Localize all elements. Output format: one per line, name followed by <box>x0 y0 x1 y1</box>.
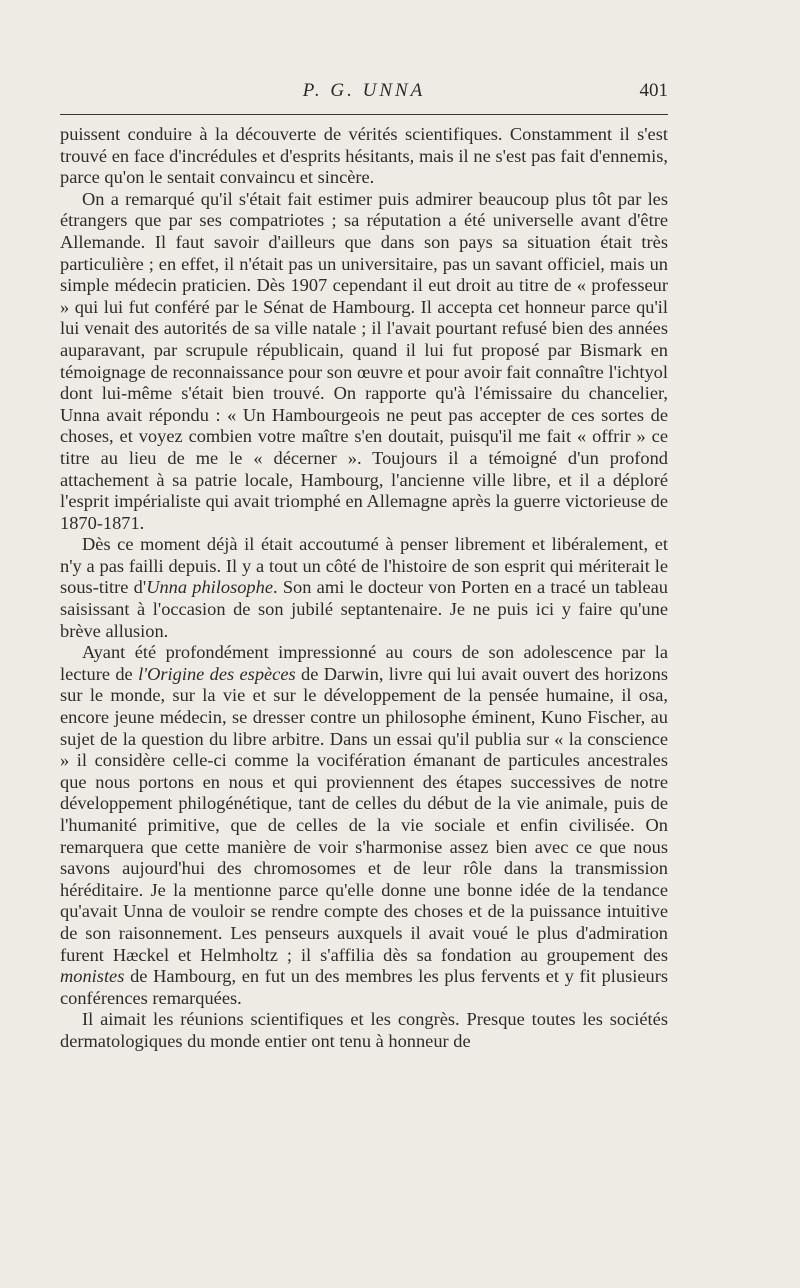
body-text <box>60 124 668 1053</box>
paragraph <box>60 189 668 535</box>
paragraph-text: Ayant été profondément impressionné au cours de son adolescence par la lecture de <box>60 642 668 684</box>
paragraph-text: Dès ce moment déjà il était accoutumé à penser librement et libéralement, et n'y a pas failli depuis. Il y a tout un côté de l'histoire de son esprit qui mériterait le sous-titre d' <box>60 534 668 598</box>
paragraph-text: de Hambourg, en fut un des membres les plus fervents et y fit plusieurs conférences remarquées. <box>60 966 668 1008</box>
page-header <box>60 80 668 106</box>
paragraph <box>60 124 668 189</box>
header-rule <box>60 114 668 115</box>
paragraph-text: Il aimait les réunions scientifiques et les congrès. Presque toutes les sociétés dermatologiques du monde entier ont tenu à honneur de <box>60 1009 668 1051</box>
paragraph-text: de Darwin, livre qui lui avait ouvert des horizons sur le monde, sur la vie et sur le développement de la pensée humaine, il osa, encore jeune médecin, se dresser contre un philosophe éminent, Kuno Fischer, au sujet de la question du libre arbitre. Dans un essai qu'il publia sur « la conscience » il considère celle-ci comme la vocifération émanant de particules ancestrales que nous portons en nous et qui proviennent des étapes successives de notre développement philogénétique, tant de celles du début de la vie animale, puis de l'humanité primitive, que de celles de la vie sociale et enfin civilisée. On remarquera que cette manière de voir s'harmonise assez bien avec ce que nous savons aujourd'hui des chromosomes et de leur rôle dans la transmission héréditaire. Je la mentionne parce qu'elle donne une bonne idée de la tendance qu'avait Unna de vouloir se rendre compte des choses et de la puissance intuitive de son raisonnement. Les penseurs auxquels il avait voué le plus d'admiration furent Hæckel et Helmholtz ; il s'affilia dès sa fondation au groupement des <box>60 663 668 965</box>
italic-text: l'Origine des espèces <box>138 663 296 684</box>
italic-text: monistes <box>60 966 125 987</box>
paragraph <box>60 1009 668 1052</box>
paragraph-text: On a remarqué qu'il s'était fait estimer puis admirer beaucoup plus tôt par les étrangers que par ses compatriotes ; sa réputation a été universelle avant d'être Allemande. Il faut savoir d'ailleurs que dans son pays sa situation était très particulière ; en effet, il n'était pas un universitaire, pas un savant officiel, mais un simple médecin praticien. Dès 1907 cependant il eut droit au titre de « professeur » qui lui fut conféré par le Sénat de Hambourg. Il accepta cet honneur parce qu'il lui venait des autorités de sa ville natale ; il l'avait pourtant refusé bien des années auparavant, par scrupule républicain, quand il lui fut proposé par Bismark en témoignage de reconnaissance pour son œuvre et pour avoir fait connaître l'ichtyol dont lui-même s'était bien trouvé. On rapporte qu'à l'émissaire du chancelier, Unna avait répondu : « Un Hambourgeois ne peut pas accepter de ces sortes de choses, et voyez combien votre maître s'en doutait, puisqu'il me fait « offrir » ce titre au lieu de me le « décerner ». Toujours il a témoigné d'un profond attachement à sa patrie locale, Hambourg, l'ancienne ville libre, et il a déploré l'esprit impérialiste qui avait triomphé en Allemagne après la guerre victorieuse de 1870-1871. <box>60 188 668 533</box>
paragraph <box>60 534 668 642</box>
paragraph-text: puissent conduire à la découverte de vérités scientifiques. Constamment il s'est trouvé en face d'incrédules et d'esprits hésitants, mais il ne s'est pas fait d'ennemis, parce qu'on le sentait convaincu et sincère. <box>60 124 668 188</box>
paragraph-text: . Son ami le docteur von Porten en a tracé un tableau saisissant à l'occasion de son jubilé septantenaire. Je ne puis ici y faire qu'une brève allusion. <box>60 577 668 641</box>
italic-text: Unna philosophe <box>146 577 273 598</box>
running-title: P. G. UNNA <box>302 80 426 101</box>
page-number: 401 <box>639 80 668 101</box>
paragraph <box>60 642 668 1009</box>
